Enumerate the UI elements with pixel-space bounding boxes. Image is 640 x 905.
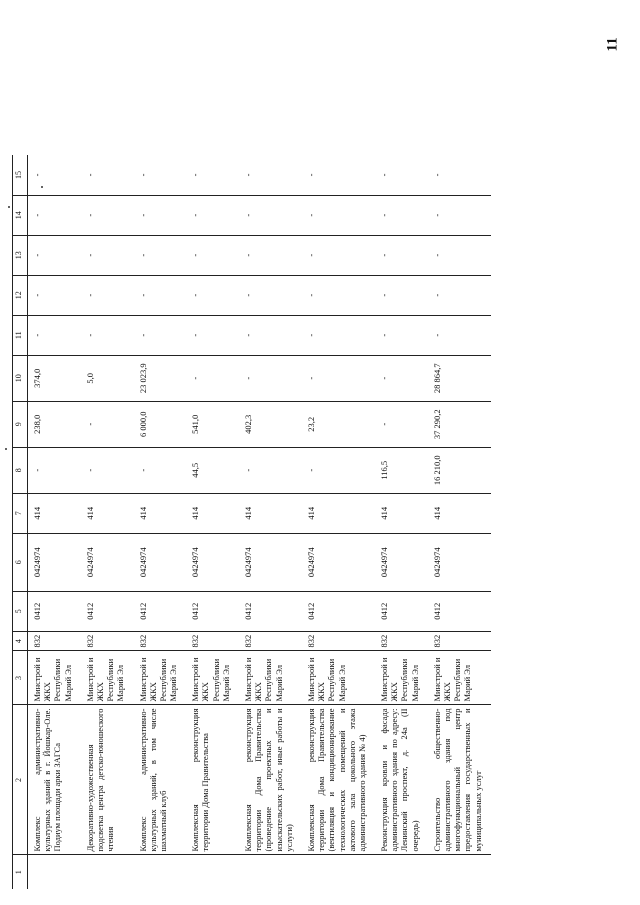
target-article-code: 0424974 (81, 533, 134, 591)
amount-col-11: - (186, 315, 239, 355)
budget-table (12, 155, 491, 889)
section-code: 0412 (186, 591, 239, 631)
row-number (239, 855, 302, 889)
amount-col-11: - (428, 315, 491, 355)
amount-col-12: - (81, 275, 134, 315)
ministry-code: 832 (28, 631, 81, 651)
table-row (239, 155, 302, 889)
column-header: 12 (13, 275, 28, 315)
amount-col-8: - (81, 447, 134, 493)
amount-col-14: - (134, 195, 187, 235)
ministry-code: 832 (375, 631, 428, 651)
amount-col-12: - (239, 275, 302, 315)
amount-col-12: - (134, 275, 187, 315)
object-name: Декоративно-художественная подсветка центра детско-юношеского чтения (81, 705, 134, 855)
object-name: Комплексная реконструкция территории Дома Правительства (186, 705, 239, 855)
amount-col-11: - (81, 315, 134, 355)
row-number (375, 855, 428, 889)
column-header: 15 (13, 155, 28, 195)
column-header: 3 (13, 651, 28, 705)
object-name: Комплексная реконструкция территории Дома Правительства (проведение проектных и изыскательских работ, иные работы и услуги) (239, 705, 302, 855)
row-number (302, 855, 375, 889)
amount-col-12: - (28, 275, 81, 315)
amount-col-14: - (186, 195, 239, 235)
amount-col-10: 374,0 (28, 355, 81, 401)
responsible-party: Минстрой и ЖКХ Республики Марий Эл (28, 651, 81, 705)
expense-type-code: 414 (375, 493, 428, 533)
target-article-code: 0424974 (302, 533, 375, 591)
amount-col-14: - (302, 195, 375, 235)
expense-type-code: 414 (302, 493, 375, 533)
ministry-code: 832 (239, 631, 302, 651)
amount-col-11: - (239, 315, 302, 355)
amount-col-8: 16 210,0 (428, 447, 491, 493)
column-header: 14 (13, 195, 28, 235)
ministry-code: 832 (302, 631, 375, 651)
amount-col-13: - (28, 235, 81, 275)
amount-col-10: 23 023,9 (134, 355, 187, 401)
section-code: 0412 (239, 591, 302, 631)
amount-col-10: 5,0 (81, 355, 134, 401)
ministry-code: 832 (81, 631, 134, 651)
amount-col-9: 23,2 (302, 401, 375, 447)
table-row (81, 155, 134, 889)
amount-col-14: - (239, 195, 302, 235)
table-row (134, 155, 187, 889)
amount-col-9: 238,0 (28, 401, 81, 447)
expense-type-code: 414 (81, 493, 134, 533)
row-number (428, 855, 491, 889)
amount-col-12: - (186, 275, 239, 315)
amount-col-9: 37 290,2 (428, 401, 491, 447)
rotated-page (0, 5, 640, 905)
row-number (134, 855, 187, 889)
responsible-party: Минстрой и ЖКХ Республики Марий Эл (302, 651, 375, 705)
amount-col-12: - (302, 275, 375, 315)
responsible-party: Минстрой и ЖКХ Республики Марий Эл (81, 651, 134, 705)
amount-col-13: - (302, 235, 375, 275)
ministry-code: 832 (186, 631, 239, 651)
table-row (186, 155, 239, 889)
row-number (28, 855, 81, 889)
target-article-code: 0424974 (186, 533, 239, 591)
target-article-code: 0424974 (375, 533, 428, 591)
amount-col-8: - (302, 447, 375, 493)
amount-col-10: - (302, 355, 375, 401)
amount-col-10: - (239, 355, 302, 401)
object-name: Комплексная реконструкция территории Дома Правительства (вентиляция и кондиционирование технологических помещений и актового зала цокольного этажа административного здания № 4) (302, 705, 375, 855)
table-row (302, 155, 375, 889)
amount-col-8: 44,5 (186, 447, 239, 493)
object-name: Комплекс административно-культурных зданий в г. Йошкар-Оле. Подиум площади арки ЗАГСа (28, 705, 81, 855)
amount-col-11: - (134, 315, 187, 355)
column-header: 1 (13, 855, 28, 889)
column-header: 4 (13, 631, 28, 651)
amount-col-9: 6 000,0 (134, 401, 187, 447)
object-name: Комплекс административно-культурных зданий, в том числе шахматный клуб (134, 705, 187, 855)
object-name: Реконструкция кровли и фасада административного здания по адресу: Ленинский проспект, д. 24а (II очередь) (375, 705, 428, 855)
amount-col-14: - (375, 195, 428, 235)
amount-col-12: - (375, 275, 428, 315)
responsible-party: Минстрой и ЖКХ Республики Марий Эл (239, 651, 302, 705)
table-row (375, 155, 428, 889)
amount-col-15: - (186, 155, 239, 195)
section-code: 0412 (428, 591, 491, 631)
amount-col-14: - (28, 195, 81, 235)
amount-col-8: - (28, 447, 81, 493)
target-article-code: 0424974 (134, 533, 187, 591)
column-header: 5 (13, 591, 28, 631)
section-code: 0412 (302, 591, 375, 631)
amount-col-13: - (186, 235, 239, 275)
amount-col-8: 116,5 (375, 447, 428, 493)
amount-col-8: - (239, 447, 302, 493)
amount-col-9: - (375, 401, 428, 447)
amount-col-14: - (81, 195, 134, 235)
row-number (81, 855, 134, 889)
amount-col-10: 28 864,7 (428, 355, 491, 401)
section-code: 0412 (28, 591, 81, 631)
amount-col-11: - (375, 315, 428, 355)
column-header: 9 (13, 401, 28, 447)
responsible-party: Минстрой и ЖКХ Республики Марий Эл (186, 651, 239, 705)
amount-col-15: - (302, 155, 375, 195)
amount-col-10: - (375, 355, 428, 401)
section-code: 0412 (81, 591, 134, 631)
table-row (428, 155, 491, 889)
expense-type-code: 414 (28, 493, 81, 533)
responsible-party: Минстрой и ЖКХ Республики Марий Эл (134, 651, 187, 705)
amount-col-12: - (428, 275, 491, 315)
amount-col-15: - (375, 155, 428, 195)
amount-col-9: - (81, 401, 134, 447)
ministry-code: 832 (428, 631, 491, 651)
amount-col-10: - (186, 355, 239, 401)
ministry-code: 832 (134, 631, 187, 651)
amount-col-9: 541,0 (186, 401, 239, 447)
row-number (186, 855, 239, 889)
column-header: 11 (13, 315, 28, 355)
amount-col-9: 402,3 (239, 401, 302, 447)
amount-col-14: - (428, 195, 491, 235)
section-code: 0412 (134, 591, 187, 631)
column-header: 8 (13, 447, 28, 493)
amount-col-11: - (302, 315, 375, 355)
amount-col-15: - (134, 155, 187, 195)
table-row (28, 155, 81, 889)
section-code: 0412 (375, 591, 428, 631)
column-header: 7 (13, 493, 28, 533)
object-name: Строительство общественно-административного здания под многофункциональный центр предоставления государственных и муниципальных услуг (428, 705, 491, 855)
header-row (13, 155, 28, 889)
amount-col-15: - (81, 155, 134, 195)
responsible-party: Минстрой и ЖКХ Республики Марий Эл (428, 651, 491, 705)
target-article-code: 0424974 (239, 533, 302, 591)
amount-col-13: - (239, 235, 302, 275)
amount-col-11: - (28, 315, 81, 355)
amount-col-13: - (428, 235, 491, 275)
target-article-code: 0424974 (428, 533, 491, 591)
amount-col-15: - (428, 155, 491, 195)
expense-type-code: 414 (428, 493, 491, 533)
amount-col-13: - (81, 235, 134, 275)
expense-type-code: 414 (134, 493, 187, 533)
responsible-party: Минстрой и ЖКХ Республики Марий Эл (375, 651, 428, 705)
expense-type-code: 414 (186, 493, 239, 533)
column-header: 2 (13, 705, 28, 855)
column-header: 10 (13, 355, 28, 401)
amount-col-15: - (239, 155, 302, 195)
amount-col-15: - (28, 155, 81, 195)
page-number: 11 (604, 37, 621, 52)
target-article-code: 0424974 (28, 533, 81, 591)
column-header: 13 (13, 235, 28, 275)
amount-col-8: - (134, 447, 187, 493)
expense-type-code: 414 (239, 493, 302, 533)
amount-col-13: - (134, 235, 187, 275)
amount-col-13: - (375, 235, 428, 275)
column-header: 6 (13, 533, 28, 591)
